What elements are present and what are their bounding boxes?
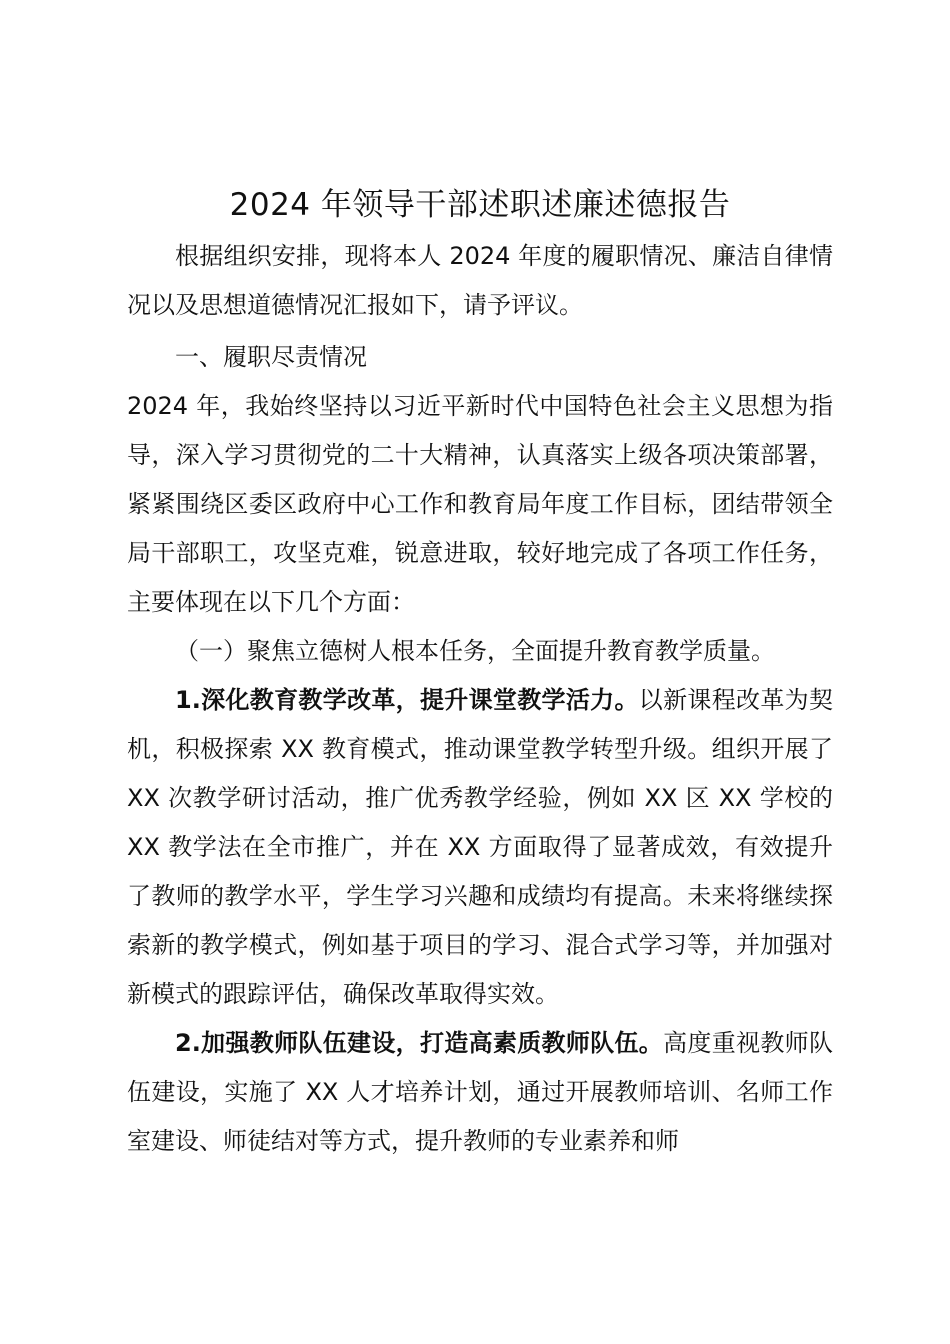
document-title: 2024 年领导干部述职述廉述德报告	[229, 187, 731, 223]
document-content	[127, 182, 833, 1166]
subsection-heading: （一）聚焦立德树人根本任务，全面提升教育教学质量。	[175, 637, 775, 665]
item-lead-1: 1.深化教育教学改革，提升课堂教学活力。	[175, 686, 639, 714]
item-paragraph-1	[127, 676, 833, 1019]
item-paragraph-2	[127, 1019, 833, 1166]
item-body-2: 高度重视教师队伍建设，实施了 XX 人才培养计划，通过开展教师培训、名师工作室建设、师徒结对等方式，提升教师的专业素养和师	[127, 1029, 833, 1155]
item-body-1: 以新课程改革为契机，积极探索 XX 教育模式，推动课堂教学转型升级。组织开展了 XX 次教学研讨活动，推广优秀教学经验，例如 XX 区 XX 学校的 XX 教学法在全市推广，并在 XX 方面取得了显著成效，有效提升了教师的教学水平，学生学习兴趣和成绩均有提高。未来将继续探索新的教学模式，例如基于项目的学习、混合式学习等，并加强对新模式的跟踪评估，确保改革取得实效。	[127, 686, 833, 1008]
section-heading: 一、履职尽责情况	[175, 343, 367, 371]
section-body-paragraph: 2024 年，我始终坚持以习近平新时代中国特色社会主义思想为指导，深入学习贯彻党的二十大精神，认真落实上级各项决策部署，紧紧围绕区委区政府中心工作和教育局年度工作目标，团结带领全局干部职工，攻坚克难，锐意进取，较好地完成了各项工作任务，主要体现在以下几个方面：	[127, 392, 833, 616]
item-lead-2: 2.加强教师队伍建设，打造高素质教师队伍。	[175, 1029, 664, 1057]
intro-paragraph: 根据组织安排，现将本人 2024 年度的履职情况、廉洁自律情况以及思想道德情况汇报如下，请予评议。	[127, 242, 833, 319]
